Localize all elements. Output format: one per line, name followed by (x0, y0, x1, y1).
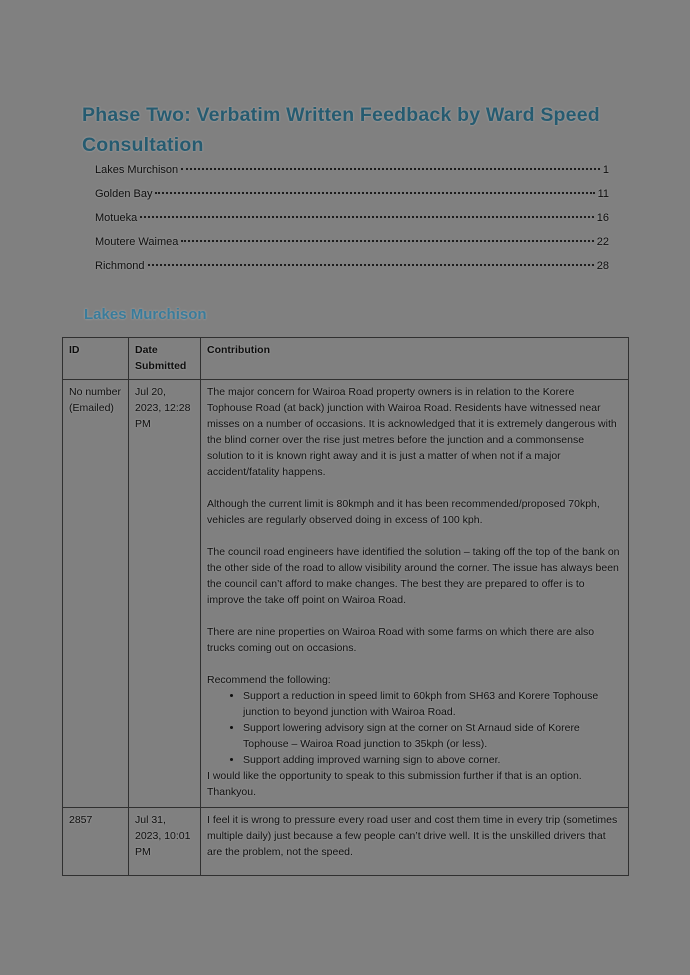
toc-entry-moutere-waimea[interactable] (95, 236, 609, 260)
submission-date: Jul 31, 2023, 10:01 PM (129, 808, 201, 876)
submission-contribution (201, 380, 629, 808)
table-header-row (63, 338, 629, 380)
toc-entry-golden-bay[interactable] (95, 188, 609, 212)
contribution-paragraph: The major concern for Wairoa Road property owners is in relation to the Korere Tophouse Road (at back) junction with Wairoa Road. Residents have witnessed near misses on a number of occasions. It is acknowledged that it is extremely dangerous with the blind corner over the rise just metres before the junction and a commonsense solution to it is known right away and it is just a matter of when not if a major accident/fatality happens. (207, 386, 617, 478)
contribution-closing: I would like the opportunity to speak to this submission further if that is an option. (207, 770, 582, 782)
toc-entry-label: Lakes Murchison (95, 164, 179, 176)
toc-entry-richmond[interactable] (95, 260, 609, 284)
toc-dot-leader (155, 192, 594, 194)
table-row (63, 808, 629, 876)
toc-entry-label: Richmond (95, 260, 145, 272)
contribution-paragraph: I feel it is wrong to pressure every road user and cost them time in every trip (sometimes multiple daily) just because a few people can’t drive well. It is the unskilled drivers that are the problem, not the speed. (207, 814, 618, 858)
submission-date: Jul 20, 2023, 12:28 PM (129, 380, 201, 808)
recommendation-list-intro: Recommend the following: (207, 674, 331, 686)
section-heading-lakes-murchison: Lakes Murchison (84, 306, 207, 323)
submission-id: No number (Emailed) (63, 380, 129, 808)
contribution-signoff: Thankyou. (207, 786, 257, 798)
contribution-paragraph: There are nine properties on Wairoa Road with some farms on which there are also trucks coming out on occasions. (207, 626, 595, 654)
contribution-paragraph: Although the current limit is 80kmph and it has been recommended/proposed 70kph, vehicles are regularly observed doing in excess of 100 kph. (207, 498, 600, 526)
toc-dot-leader (148, 264, 594, 266)
toc-entry-label: Motueka (95, 212, 138, 224)
toc-page-number: 22 (596, 236, 609, 248)
toc-dot-leader (181, 168, 600, 170)
toc-page-number: 1 (602, 164, 609, 176)
toc-dot-leader (140, 216, 594, 218)
table-row (63, 380, 629, 808)
column-header-contribution: Contribution (201, 338, 629, 380)
recommendation-item: • Support adding improved warning sign to above corner. (243, 752, 622, 768)
feedback-table (62, 337, 629, 876)
toc-page-number: 16 (596, 212, 609, 224)
table-of-contents (95, 164, 609, 284)
column-header-id: ID (63, 338, 129, 380)
recommendation-item: • Support lowering advisory sign at the corner on St Arnaud side of Korere Tophouse – Wairoa Road junction to 35kph (or less). (243, 720, 622, 752)
toc-dot-leader (181, 240, 593, 242)
recommendation-item: • Support a reduction in speed limit to 60kph from SH63 and Korere Tophouse junction to beyond junction with Wairoa Road. (243, 688, 622, 720)
column-header-date-submitted: Date Submitted (129, 338, 201, 380)
toc-entry-label: Golden Bay (95, 188, 153, 200)
submission-id: 2857 (63, 808, 129, 876)
document-title: Phase Two: Verbatim Written Feedback by Ward Speed Consultation (82, 104, 600, 156)
contribution-paragraph: The council road engineers have identified the solution – taking off the top of the bank on the other side of the road to allow visibility around the corner. The issue has always been the council can’t afford to make changes. The best they are prepared to offer is to improve the take off point on Wairoa Road. (207, 546, 620, 606)
toc-entry-label: Moutere Waimea (95, 236, 179, 248)
submission-contribution (201, 808, 629, 876)
toc-entry-motueka[interactable] (95, 212, 609, 236)
toc-page-number: 28 (596, 260, 609, 272)
recommendation-list (207, 688, 622, 768)
toc-entry-lakes-murchison[interactable] (95, 164, 609, 188)
toc-page-number: 11 (597, 188, 609, 200)
